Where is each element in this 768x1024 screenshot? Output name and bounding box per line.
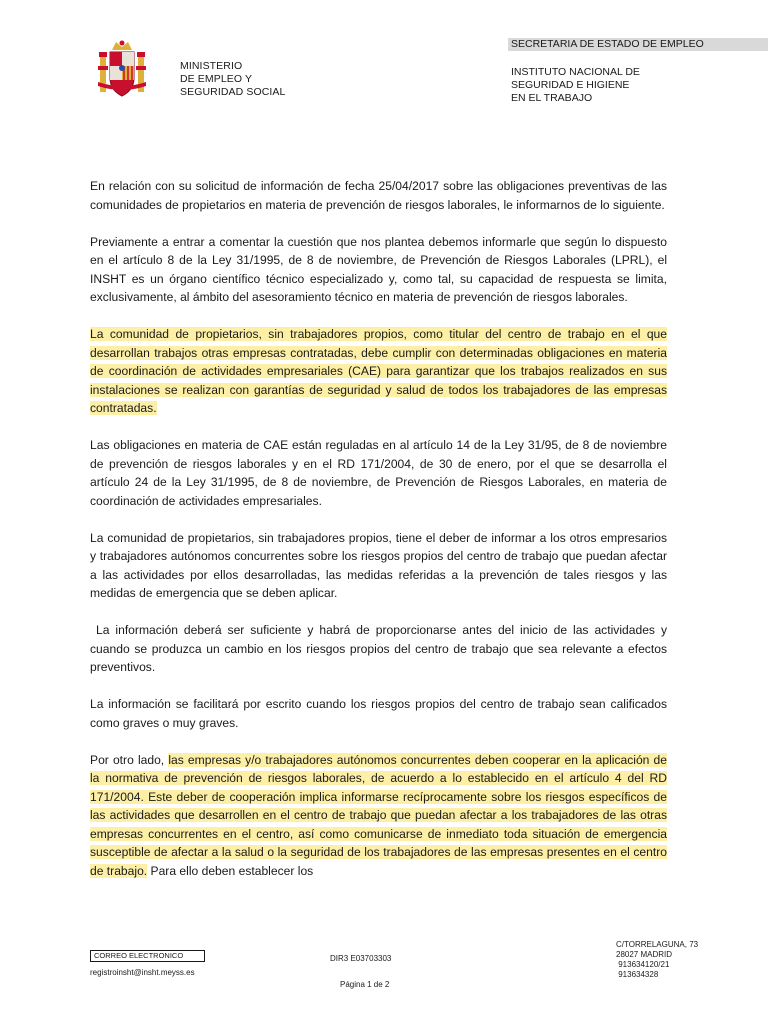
page-number: Página 1 de 2 [340, 980, 390, 989]
paragraph-information-timing: La información deberá ser suficiente y habrá de proporcionarse antes del inicio de las actividades y cuando se produzca un cambio en los riesgos propios del centro de trabajo que sea relevante a efectos preventivos. [90, 623, 671, 674]
address-line: 913634328 [616, 970, 659, 979]
letter-body [90, 177, 671, 899]
institute-line: EN EL TRABAJO [511, 92, 593, 104]
email-address: registroinsht@insht.meyss.es [90, 968, 195, 977]
secretaria-banner: SECRETARIA DE ESTADO DE EMPLEO [508, 38, 768, 51]
ministry-line: MINISTERIO [180, 60, 243, 72]
institute-name [511, 66, 640, 105]
paragraph-cooperation [90, 751, 667, 881]
institute-line: INSTITUTO NACIONAL DE [511, 66, 640, 78]
ministry-name [180, 60, 285, 99]
institute-line: SEGURIDAD E HIGIENE [511, 79, 630, 91]
paragraph-request: En relación con su solicitud de información de fecha 25/04/2017 sobre las obligaciones preventivas de las comunidades de propietarios en materia de prevención de riesgos laborales, le informarnos de lo siguiente. [90, 179, 667, 212]
paragraph-duty-to-inform: La comunidad de propietarios, sin trabajadores propios, tiene el deber de informar a los otros empresarios y trabajadores autónomos concurrentes sobre los riesgos propios del centro de trabajo que puedan afectar a las actividades por ellos desarrolladas, las medidas referidas a la prevención de tales riesgos y las medidas de emergencia que se deben aplicar. [90, 530, 667, 600]
coat-of-arms-icon [96, 38, 148, 102]
ministry-line: SEGURIDAD SOCIAL [180, 86, 286, 98]
postal-address [616, 940, 698, 980]
paragraph-cae-regulation: Las obligaciones en materia de CAE están reguladas en al artículo 14 de la Ley 31/95, de 8 de noviembre de prevención de riesgos laborales y en el RD 171/2004, de 30 de enero, por el que se desarrolla el artículo 24 de la Ley 31/1995, de 8 de noviembre, de Prevención de Riesgos Laborales, en materia de coordinación de actividades empresariales. [90, 438, 667, 508]
paragraph-text: Para ello deben establecer los [147, 863, 314, 878]
address-line: 913634120/21 [616, 960, 670, 969]
address-line: C/TORRELAGUNA, 73 [616, 940, 699, 949]
paragraph-written-information: La información se facilitará por escrito cuando los riesgos propios del centro de trabajo sean calificados como graves o muy graves. [90, 697, 667, 730]
highlighted-text: La comunidad de propietarios, sin trabajadores propios, como titular del centro de trabajo en el que desarrollan trabajos otras empresas contratadas, debe cumplir con determinadas obligaciones en materia de coordinación de actividades empresariales (CAE) para garantizar que los trabajos realizados en sus instalaciones se realizan con garantías de seguridad y salud de todos los trabajadores de las empresas contratadas. [90, 327, 667, 415]
email-label: CORREO ELECTRONICO [90, 950, 205, 962]
paragraph-community-obligations [90, 325, 667, 418]
paragraph-preliminary: Previamente a entrar a comentar la cuestión que nos plantea debemos informarle que según lo dispuesto en el artículo 8 de la Ley 31/1995, de 8 de noviembre, de Prevención de Riesgos Laborales (LPRL), el INSHT es un órgano científico técnico especializado y, como tal, su capacidad de respuesta se limita, exclusivamente, al ámbito del asesoramiento técnico en materia de prevención de riesgos laborales. [90, 234, 667, 304]
paragraph-text: Por otro lado, [90, 752, 169, 767]
address-line: 28027 MADRID [616, 950, 673, 959]
dir3-code: DIR3 E03703303 [330, 954, 392, 963]
ministry-line: DE EMPLEO Y [180, 73, 253, 85]
highlighted-text: las empresas y/o trabajadores autónomos concurrentes deben cooperar en la aplicación de la normativa de prevención de riesgos laborales, de acuerdo a lo establecido en el artículo 4 del RD 171/2004. Este deber de cooperación implica informarse recíprocamente sobre los riesgos específicos de las actividades que desarrollen en el centro de trabajo que puedan afectar a los trabajadores de las otras empresas concurrentes en el centro, así como comunicarse de inmediato toda situación de emergencia susceptible de afectar a la salud o la seguridad de los trabajadores de las empresas presentes en el centro de trabajo. [90, 752, 667, 878]
